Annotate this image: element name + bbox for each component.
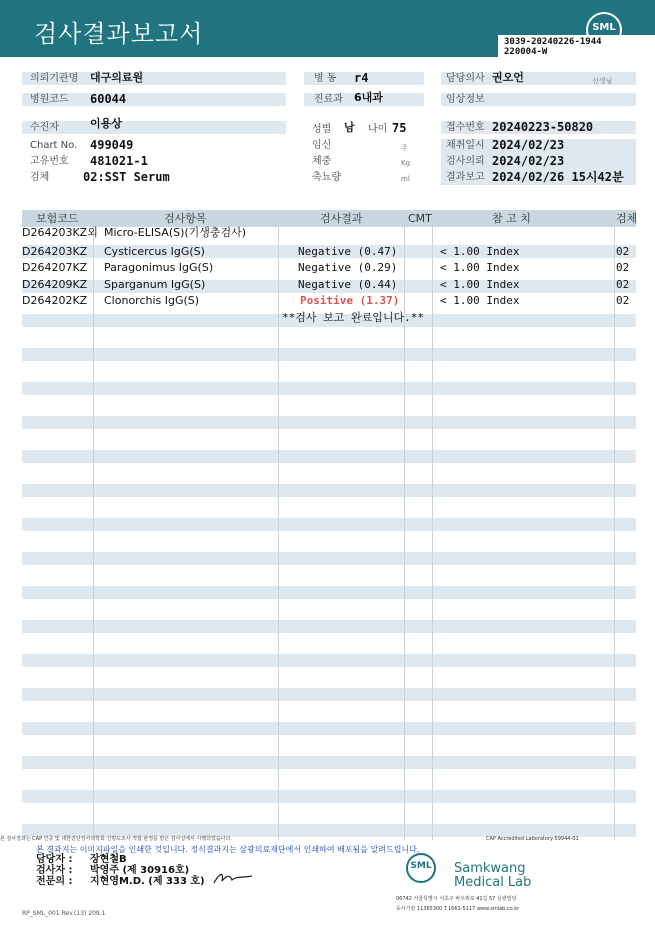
staff-name: 지현영M.D. (제 333 호) [90, 876, 205, 887]
cap-note: CAP Accredited Laboratory 59944-01 [486, 836, 579, 842]
lab-tel: 등사기관 11365300 T.1661-5117 www.smlab.co.kr [396, 906, 520, 912]
unique-no-value: 481021-1 [90, 154, 148, 168]
patient-value: 이용상 [90, 117, 122, 130]
row-ref: < 1.00 Index [440, 261, 520, 274]
row-code: D264203KZ외 [22, 226, 98, 239]
staff-name: 박영주 (제 30916호) [90, 865, 190, 876]
patient-bar [22, 121, 286, 134]
chart-no-label: Chart No. [30, 140, 78, 151]
table-row-band [22, 722, 636, 735]
specimen-value: 02:SST Serum [83, 170, 170, 184]
unique-no-label: 고유번호 [30, 156, 69, 167]
col-header-code: 보험코드 [36, 212, 79, 225]
age-value: 75 [392, 121, 407, 135]
urine-unit: ml [401, 175, 410, 183]
receipt-value: 20240223-50820 [492, 120, 594, 134]
report-value: 2024/02/26 15시42분 [492, 170, 624, 184]
row-specimen: 02 [616, 278, 630, 291]
col-header-result: 검사결과 [320, 212, 363, 225]
table-row-band [22, 416, 636, 429]
doctor-label: 담당의사 [446, 73, 485, 84]
doctor-value: 권오언 [492, 71, 524, 84]
specimen-label: 검체 [30, 172, 50, 183]
staff-role: 검사자 : [36, 865, 73, 876]
lab-name-2: Medical Lab [454, 875, 532, 890]
form-id: RP_SML_001 Rev.(13) 209.1 [22, 910, 106, 917]
weight-unit: Kg [401, 159, 411, 167]
row-result: Negative (0.44) [298, 278, 398, 291]
row-item: Cysticercus IgG(S) [104, 245, 205, 258]
pregnancy-label: 임신 [312, 140, 332, 151]
dept-label: 진료과 [314, 94, 343, 105]
row-ref: < 1.00 Index [440, 278, 520, 291]
row-code: D264203KZ [22, 245, 88, 258]
row-result-positive: Positive (1.37) [300, 294, 400, 307]
urine-label: 축뇨량 [312, 172, 341, 183]
hospital-label: 의뢰기관명 [30, 73, 79, 84]
table-row-band [22, 586, 636, 599]
sex-value: 남 [344, 121, 355, 134]
table-row-band [22, 756, 636, 769]
completion-note: **검사 보고 완료입니다.** [282, 311, 424, 324]
table-row-band [22, 382, 636, 395]
row-code: D264209KZ [22, 278, 88, 291]
ref-line-1: 3039-20240226-1944 [504, 37, 602, 47]
hospital-code-label: 병원코드 [30, 94, 69, 105]
row-ref: < 1.00 Index [440, 245, 520, 258]
col-divider [432, 210, 433, 840]
weight-label: 체중 [312, 156, 332, 167]
col-divider [614, 210, 615, 840]
table-row-band [22, 552, 636, 565]
row-code: D264207KZ [22, 261, 88, 274]
report-title: 검사결과보고서 [34, 20, 204, 48]
signature-icon [212, 870, 254, 886]
pregnancy-unit: 주 [401, 144, 408, 152]
lab-name-1: Samkwang [454, 861, 526, 876]
table-row-band [22, 790, 636, 803]
doctor-suffix: 선생님 [592, 77, 613, 85]
table-row-band [22, 688, 636, 701]
hospital-value: 대구의료원 [90, 71, 144, 84]
row-item: Sparganum IgG(S) [104, 278, 206, 291]
col-header-item: 검사항목 [164, 212, 207, 225]
receipt-label: 접수번호 [446, 122, 485, 133]
row-result: Negative (0.29) [298, 261, 398, 274]
chart-no-value: 499049 [90, 138, 134, 152]
collect-label: 채취일시 [446, 140, 485, 151]
lab-address: 06742 서울특별시 서초구 바우뫼로 41길 57 삼광빌딩 [396, 896, 517, 902]
col-header-ref: 참 고 치 [492, 212, 531, 225]
table-row-band [22, 654, 636, 667]
col-header-specimen: 검체 [616, 212, 638, 225]
collect-value: 2024/02/23 [492, 138, 565, 152]
ward-value: r4 [354, 71, 369, 85]
lab-logo-text: SML [410, 861, 432, 871]
accreditation-note: 본 검사결과는 CAP 인증 및 대한진단검사의학회 신빙도조사 적합 판정을 받은 검사실에서 시행되었습니다. [0, 836, 232, 842]
table-row-band [22, 620, 636, 633]
hospital-code-value: 60044 [90, 92, 127, 106]
row-item: Clonorchis IgG(S) [104, 294, 200, 307]
row-result: Negative (0.47) [298, 245, 398, 258]
sex-label: 성별 [312, 124, 332, 135]
request-value: 2024/02/23 [492, 154, 565, 168]
row-specimen: 02 [616, 261, 630, 274]
patient-label: 수진자 [30, 122, 59, 133]
row-item: Micro-ELISA(S)(기생충검사) [104, 226, 247, 239]
dept-value: 6내과 [354, 91, 383, 104]
row-item: Paragonimus IgG(S) [104, 261, 214, 274]
row-specimen: 02 [616, 245, 630, 258]
col-divider [278, 210, 279, 840]
table-row-band [22, 450, 636, 463]
col-divider [93, 210, 94, 840]
table-row-band [22, 518, 636, 531]
staff-role: 담당자 : [36, 854, 73, 865]
staff-name: 장현철B [90, 854, 127, 865]
col-divider [404, 210, 405, 840]
col-header-cmt: CMT [408, 212, 432, 225]
staff-role: 전문의 : [36, 876, 73, 887]
row-specimen: 02 [616, 294, 630, 307]
ref-line-2: 220004-W [504, 47, 548, 57]
age-label: 나이 [368, 124, 388, 135]
ward-label: 병 동 [314, 73, 337, 84]
print-notice: 본 결과지는 이미지파일을 인쇄한 것입니다. 정식결과지는 삼광의료재단에서 인쇄하여 배포됨을 알려드립니다. [36, 845, 420, 854]
row-code: D264202KZ [22, 294, 88, 307]
sml-logo-text: SML [592, 22, 616, 33]
table-row-band [22, 484, 636, 497]
row-ref: < 1.00 Index [440, 294, 520, 307]
request-label: 검사의뢰 [446, 156, 485, 167]
report-label: 결과보고 [446, 172, 485, 183]
clinical-label: 임상정보 [446, 94, 485, 105]
table-row-band [22, 348, 636, 361]
